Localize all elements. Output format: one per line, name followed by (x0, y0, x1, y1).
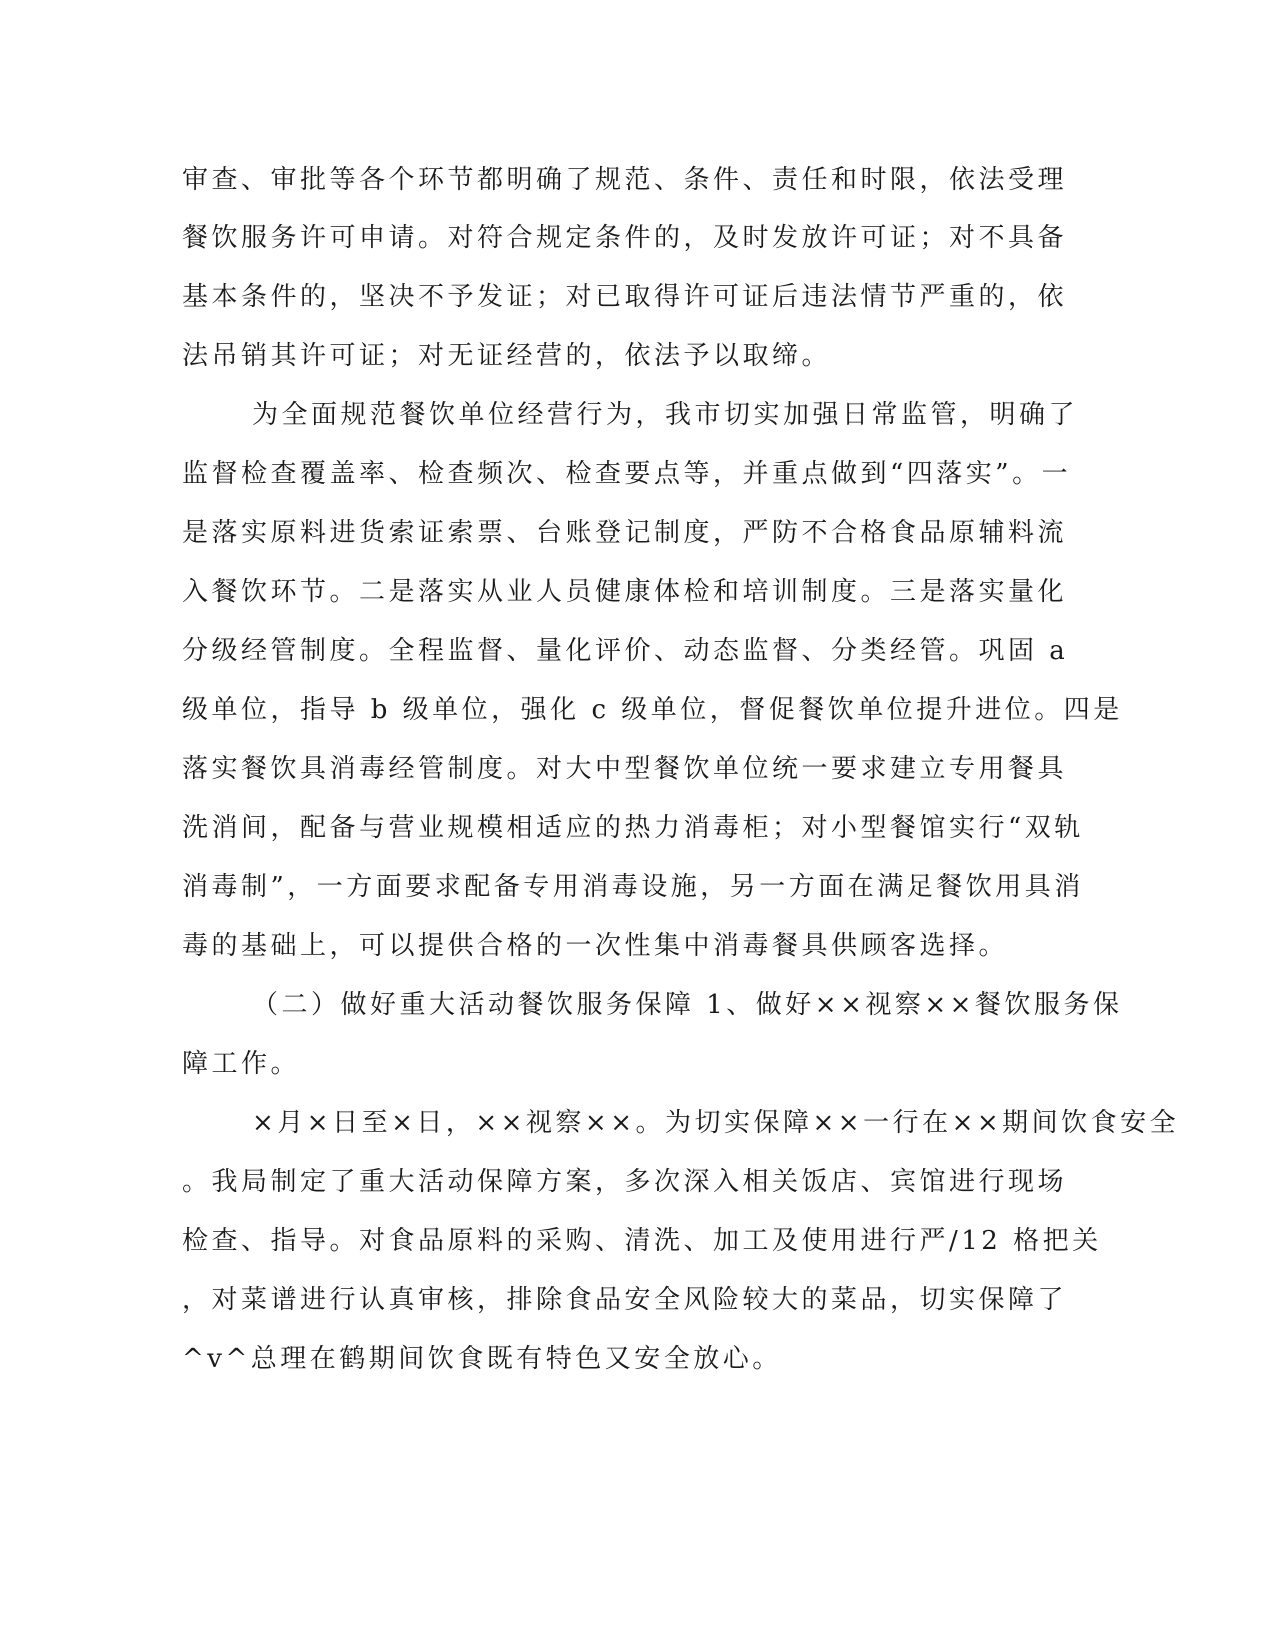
text-line: 消毒制”，一方面要求配备专用消毒设施，另一方面在满足餐饮用具消 (182, 872, 1084, 902)
text-line: ，对菜谱进行认真审核，排除食品安全风险较大的菜品，切实保障了 (182, 1285, 1068, 1315)
text-line: 分级经管制度。全程监督、量化评价、动态监督、分类经管。巩固 a (182, 636, 1069, 666)
text-line: 是落实原料进货索证索票、台账登记制度，严防不合格食品原辅料流 (182, 518, 1068, 548)
text-line: 毒的基础上，可以提供合格的一次性集中消毒餐具供顾客选择。 (182, 931, 1009, 961)
text-line: 法吊销其许可证；对无证经营的，依法予以取缔。 (182, 341, 832, 371)
text-line: 餐饮服务许可申请。对符合规定条件的，及时发放许可证；对不具备 (182, 223, 1068, 253)
text-line: 检查、指导。对食品原料的采购、清洗、加工及使用进行严/12 格把关 (182, 1226, 1102, 1256)
text-line: 洗消间，配备与营业规模相适应的热力消毒柜；对小型餐馆实行“双轨 (182, 813, 1084, 843)
text-line: 障工作。 (182, 1049, 301, 1079)
text-line: 监督检查覆盖率、检查频次、检查要点等，并重点做到“四落实”。一 (182, 459, 1072, 489)
text-line: 入餐饮环节。二是落实从业人员健康体检和培训制度。三是落实量化 (182, 577, 1068, 607)
text-line: 落实餐饮具消毒经管制度。对大中型餐饮单位统一要求建立专用餐具 (182, 754, 1068, 784)
text-line: ^v^总理在鹤期间饮食既有特色又安全放心。 (182, 1344, 782, 1374)
text-line: 。我局制定了重大活动保障方案，多次深入相关饭店、宾馆进行现场 (182, 1167, 1068, 1197)
section-heading: （二）做好重大活动餐饮服务保障 1、做好××视察××餐饮服务保 (252, 990, 1123, 1020)
text-line: 基本条件的，坚决不予发证；对已取得许可证后违法情节严重的，依 (182, 282, 1068, 312)
paragraph-first-line: ×月×日至×日，××视察××。为切实保障××一行在××期间饮食安全 (252, 1108, 1180, 1138)
text-line: 级单位，指导 b 级单位，强化 c 级单位，督促餐饮单位提升进位。四是 (182, 695, 1123, 725)
text-line: 审查、审批等各个环节都明确了规范、条件、责任和时限，依法受理 (182, 165, 1068, 195)
paragraph-first-line: 为全面规范餐饮单位经营行为，我市切实加强日常监管，明确了 (252, 400, 1079, 430)
